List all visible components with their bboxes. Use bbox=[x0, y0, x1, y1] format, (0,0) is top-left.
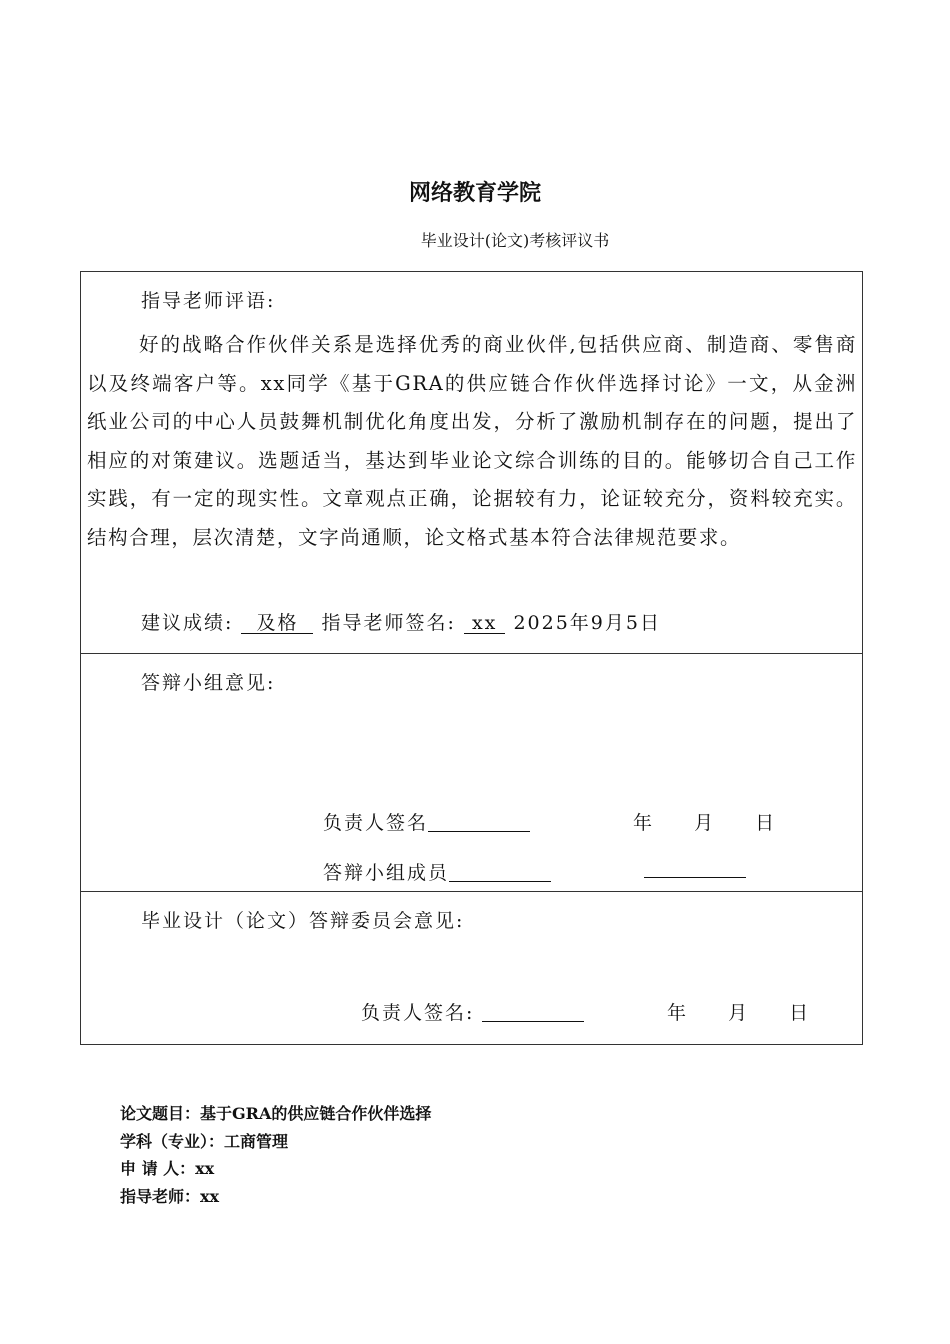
defense-leader-signature-blank bbox=[428, 813, 530, 832]
defense-group-section bbox=[81, 654, 862, 892]
defense-members-line bbox=[323, 858, 551, 885]
grade-line bbox=[141, 608, 661, 635]
form-title: 毕业设计(论文)考核评议书 bbox=[420, 231, 610, 250]
advisor-sign-date: 2025年9月5日 bbox=[513, 612, 661, 634]
advisor-signature-value: xx bbox=[464, 613, 505, 634]
defense-members-blank-2 bbox=[644, 859, 746, 878]
committee-leader-signature-blank bbox=[482, 1003, 584, 1022]
advisor-comment-text: 好的战略合作伙伴关系是选择优秀的商业伙伴,包括供应商、制造商、零售商以及终端客户等。xx同学《基于GRA的供应链合作伙伴选择讨论》一文，从金洲纸业公司的中心人员鼓舞机制优化角度出发，分析了激励机制存在的问题，提出了相应的对策建议。选题适当，基达到毕业论文综合训练的目的。能够切合自己工作实践，有一定的现实性。文章观点正确，论据较有力，论证较充分，资料较充实。结构合理，层次清楚，文字尚通顺，论文格式基本符合法律规范要求。 bbox=[87, 333, 857, 549]
advisor-comment-section bbox=[81, 272, 862, 654]
advisor-comment-label: 指导老师评语: bbox=[141, 290, 276, 312]
evaluation-form bbox=[80, 271, 863, 1045]
defense-leader-line bbox=[323, 808, 530, 835]
committee-leader-line bbox=[361, 998, 584, 1025]
institution-title: 网络教育学院 bbox=[408, 181, 541, 206]
committee-section bbox=[81, 892, 862, 1044]
committee-leader-label: 负责人签名: bbox=[361, 1002, 475, 1024]
grade-label: 建议成绩: bbox=[141, 612, 234, 634]
thesis-topic: 论文题目：基于GRA的供应链合作伙伴选择 bbox=[120, 1104, 432, 1123]
defense-leader-date: 年 月 日 bbox=[633, 812, 785, 834]
grade-value: 及格 bbox=[241, 613, 313, 634]
thesis-discipline: 学科（专业）：工商管理 bbox=[120, 1132, 289, 1151]
committee-date: 年 月 日 bbox=[667, 1002, 819, 1024]
defense-members-extra bbox=[644, 858, 746, 880]
defense-members-blank-1 bbox=[449, 863, 551, 882]
thesis-applicant: 申 请 人：xx bbox=[120, 1159, 215, 1178]
committee-label: 毕业设计（论文）答辩委员会意见: bbox=[141, 910, 465, 932]
thesis-advisor: 指导老师：xx bbox=[120, 1187, 220, 1206]
advisor-signature-label: 指导老师签名: bbox=[321, 612, 456, 634]
defense-members-label: 答辩小组成员 bbox=[323, 862, 450, 884]
defense-leader-label: 负责人签名 bbox=[323, 812, 429, 834]
defense-group-label: 答辩小组意见: bbox=[141, 672, 276, 694]
